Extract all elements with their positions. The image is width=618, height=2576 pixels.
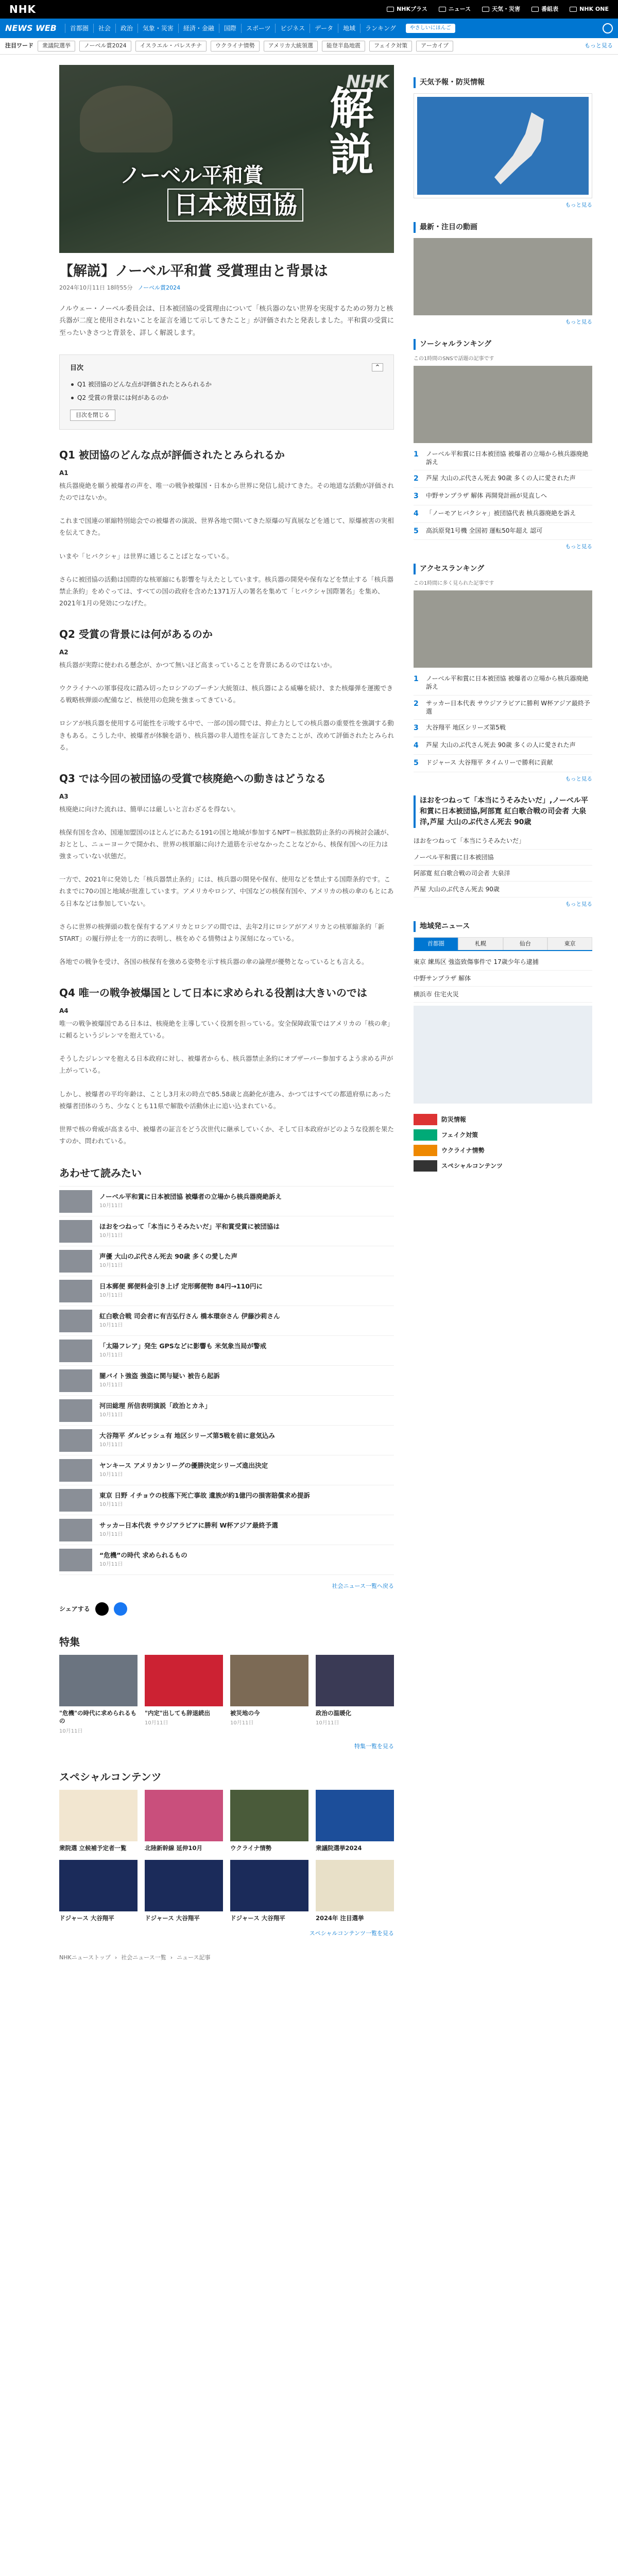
related-title: ノーベル平和賞に日本被団協 被爆者の立場から核兵器廃絶訴え	[99, 1192, 282, 1200]
account-icon	[570, 7, 577, 12]
rank-title: 中野サンプラザ 解体 再開発計画が見直しへ	[426, 492, 547, 499]
special-more-link[interactable]: 特集一覧を見る	[354, 1742, 394, 1750]
top-header	[0, 0, 618, 19]
toc-close-button[interactable]: 目次を閉じる	[70, 410, 115, 421]
related-list	[59, 1186, 394, 1575]
banner-link[interactable]	[414, 1129, 592, 1141]
question-heading: Q3 では今回の被団協の受賞で核廃絶への動きはどうなる	[59, 772, 326, 785]
related-date: 10月11日	[99, 1382, 123, 1388]
article-tag[interactable]: ノーベル賞2024	[138, 284, 181, 292]
related-more-link[interactable]: 社会ニュース一覧へ戻る	[332, 1583, 394, 1590]
nav-item[interactable]: スポーツ	[241, 24, 276, 33]
chevron-up-icon[interactable]: ^	[372, 363, 383, 371]
news-web-logo[interactable]: NEWS WEB	[5, 23, 57, 33]
related-date: 10月11日	[99, 1263, 123, 1269]
related-title: ヤンキース アメリカンリーグの優勝決定シリーズ進出決定	[99, 1461, 268, 1469]
related-heading: あわせて読みたい	[59, 1167, 142, 1180]
ranking-image[interactable]	[414, 366, 592, 443]
card-title: "危機"の時代に求められるもの	[59, 1709, 136, 1725]
content-card[interactable]	[145, 1860, 223, 1923]
banner-label: フェイク対策	[441, 1131, 478, 1139]
banner-icon	[414, 1114, 437, 1125]
body-paragraph: 核廃絶に向けた流れは、簡単には厳しいと言わざるを得ない。	[59, 805, 240, 813]
card-image	[145, 1655, 223, 1706]
nav-item[interactable]: 地域	[338, 24, 360, 33]
card-date: 10月11日	[145, 1720, 168, 1726]
related-item[interactable]	[59, 1515, 394, 1545]
trend-tag[interactable]: 衆議院選挙	[38, 41, 75, 52]
rank-title: 芦屋 大山のぶ代さん死去 90歳 多くの人に愛された声	[426, 741, 576, 749]
card-title: 被災地の今	[230, 1709, 260, 1717]
sidebar-heading: 最新・注目の動画	[414, 222, 592, 233]
rank-number: 3	[414, 492, 419, 500]
rank-title: 「ノーモアヒバクシャ」被団協代表 核兵器廃絶を訴え	[426, 509, 576, 517]
ranking-list	[414, 671, 592, 772]
trend-tag[interactable]: ノーベル賞2024	[79, 41, 131, 52]
banner-label: 防災情報	[441, 1115, 467, 1123]
ranking-item[interactable]	[414, 505, 592, 523]
card-title: 衆院選 立候補予定者一覧	[59, 1844, 127, 1852]
related-date: 10月11日	[99, 1472, 123, 1478]
latest-item[interactable]: ノーベル平和賞に日本被団協	[414, 850, 592, 866]
question-heading: Q4 唯一の戦争被爆国として日本に求められる役割は大きいのでは	[59, 987, 367, 999]
rank-number: 1	[414, 450, 419, 459]
latest-more-link[interactable]: もっと見る	[565, 901, 592, 908]
hero-caption-1: ノーベル平和賞	[120, 164, 264, 188]
nav-item[interactable]: ランキング	[360, 24, 401, 33]
content-card[interactable]	[230, 1790, 308, 1853]
related-thumbnail	[59, 1549, 92, 1571]
body-paragraph: これまで国連の軍縮特別総会での被爆者の演説、世界各地で開いてきた原爆の写真展などを通じて、原爆被害の実相を伝えてきた。	[59, 517, 394, 537]
related-title: “危機”の時代 求められるもの	[99, 1551, 187, 1559]
card-title: "内定"出しても辞退続出	[145, 1709, 210, 1717]
news-icon	[439, 7, 446, 12]
video-thumbnail[interactable]	[414, 238, 592, 315]
related-thumbnail	[59, 1459, 92, 1482]
card-image	[316, 1655, 394, 1706]
card-date: 10月11日	[59, 1728, 83, 1734]
card-image	[145, 1790, 223, 1841]
ranking-item[interactable]	[414, 755, 592, 772]
sidebar-banners	[414, 1114, 592, 1172]
body-paragraph: 唯一の戦争被爆国である日本は、核廃絶を主導していく役割を担っている。安全保障政策ではアメリカの「核の傘」に頼るというジレンマを抱えている。	[59, 1020, 394, 1040]
card-date: 10月11日	[230, 1720, 254, 1726]
body-paragraph: ロシアが核兵器を使用する可能性を示唆する中で、一部の国の間では、抑止力としての核兵器の重要性を強調する動きもある。こうした中、被爆者が体験を語り、核兵器の非人道性を証言してきたことが、改めて評価されたとみられる。	[59, 719, 394, 751]
card-title: 北陸新幹線 延伸10月	[145, 1844, 203, 1852]
body-paragraph: 世界で核の脅威が高まる中、被爆者の証言をどう次世代に継承していくか、そして日本政府がどのような役割を果たすのか、問われている。	[59, 1125, 394, 1145]
nav-item[interactable]: 社会	[93, 24, 115, 33]
sidebar	[414, 65, 592, 1977]
breadcrumb-item: ニュース記事	[177, 1954, 211, 1961]
easy-japanese-link[interactable]: やさしいにほんご	[406, 24, 455, 33]
latest-item[interactable]: 芦屋 大山のぶ代さん死去 90歳	[414, 882, 592, 897]
nav-item[interactable]: 政治	[115, 24, 138, 33]
toc-header	[70, 363, 383, 374]
related-thumbnail	[59, 1280, 92, 1302]
related-title: サッカー日本代表 サウジアラビアに勝利 W杯アジア最終予選	[99, 1521, 278, 1529]
related-date: 10月11日	[99, 1532, 123, 1538]
card-title: ドジャース 大谷翔平	[59, 1914, 114, 1922]
ranking-item[interactable]	[414, 720, 592, 737]
body-paragraph: 各地での戦争を受け、各国の核保有を強める姿勢を示す核兵器の傘の論理が優勢となっているとも言える。	[59, 957, 368, 965]
answer-label: A2	[59, 649, 68, 656]
latest-item[interactable]: ほおをつねって「本当にうそみたいだ」	[414, 833, 592, 849]
ranking-note: この1時間のSNSで話題の記事です	[414, 355, 494, 362]
trend-tag[interactable]: ウクライナ情勢	[211, 41, 260, 52]
ranking-item[interactable]	[414, 696, 592, 720]
related-item[interactable]	[59, 1336, 394, 1366]
question-heading: Q2 受賞の背景には何があるのか	[59, 628, 213, 641]
article-date: 2024年10月11日 18時55分	[59, 284, 133, 292]
tv-icon	[387, 7, 394, 12]
region-tab[interactable]: 札幌	[458, 937, 503, 951]
article-title: 【解説】ノーベル平和賞 受賞理由と背景は	[59, 263, 328, 279]
banner-icon	[414, 1129, 437, 1141]
top-links	[387, 5, 609, 14]
ranking-item[interactable]	[414, 446, 592, 470]
special-card[interactable]	[145, 1655, 223, 1735]
local-item[interactable]: 東京 練馬区 強盗致傷事件で 17歳少年ら逮捕	[414, 954, 592, 970]
article-lead: ノルウェー・ノーベル委員会は、日本被団協の受賞理由について「核兵器のない世界を実現するための努力と核兵器が二度と使用されないことを証言を通じて示してきたこと」が評価されたと発表しました。平和賞の受賞に至ったいきさつと背景を、詳しく解説します。	[59, 304, 394, 337]
ranking-list	[414, 446, 592, 540]
related-thumbnail	[59, 1190, 92, 1213]
related-item[interactable]	[59, 1246, 394, 1276]
hero-nhk-mark: NHK	[346, 72, 389, 92]
trending-label: 注目ワード	[5, 42, 33, 49]
card-title: 政治の温暖化	[316, 1709, 351, 1717]
related-date: 10月11日	[99, 1502, 123, 1508]
special-card[interactable]	[230, 1655, 308, 1735]
nav-item[interactable]: 国際	[219, 24, 241, 33]
body-paragraph: 核兵器廃絶を願う被爆者の声を、唯一の戦争被爆国・日本から世界に発信し続けてきた。その地道な活動が評価されたのではないか。	[59, 482, 394, 502]
related-thumbnail	[59, 1220, 92, 1243]
related-date: 10月11日	[99, 1203, 123, 1209]
trend-tag[interactable]: イスラエル・パレスチナ	[135, 41, 207, 52]
local-item[interactable]: 横浜市 住宅火災	[414, 987, 592, 1003]
video-more-link[interactable]: もっと見る	[565, 318, 592, 325]
top-link[interactable]: 天気・災害	[482, 5, 520, 14]
related-date: 10月11日	[99, 1293, 123, 1299]
related-item[interactable]	[59, 1455, 394, 1485]
rank-title: ノーベル平和賞に日本被団協 被爆者の立場から核兵器廃絶訴え	[426, 450, 589, 466]
body-paragraph: 一方で、2021年に発効した「核兵器禁止条約」には、核兵器の開発や保有、使用などを禁止する国際条約です。これまでに70の国と地域が批准しています。アメリカやロシア、中国などの核保有国や、アメリカの核の傘のもとにある日本などは参加していない。	[59, 875, 394, 907]
card-date: 10月11日	[316, 1720, 339, 1726]
content-card[interactable]	[145, 1790, 223, 1853]
weather-box[interactable]	[414, 93, 592, 198]
body-paragraph: いまや「ヒバクシャ」は世界に通じることばとなっている。	[59, 552, 233, 560]
rank-number: 5	[414, 527, 419, 535]
body-paragraph: さらに被団協の活動は国際的な核軍縮にも影響を与えたとしています。核兵器の開発や保有などを禁止する「核兵器禁止条約」をめぐっては、すべての国の政府を含めた1371万人の署名を集めて「ヒバクシャ国際署名」を集め、2021年1月の発効につなげた。	[59, 575, 394, 607]
related-title: 東京 日野 イチョウの枝落下死亡事故 遺族が約1億円の損害賠償求め提訴	[99, 1491, 310, 1499]
banner-icon	[414, 1145, 437, 1156]
related-item[interactable]	[59, 1396, 394, 1426]
share-label: シェアする	[59, 1605, 90, 1613]
related-item[interactable]	[59, 1187, 394, 1216]
nav-items	[65, 24, 401, 33]
card-image	[145, 1860, 223, 1911]
trending-words	[0, 38, 618, 55]
rank-title: 大谷翔平 地区シリーズ第5戦	[426, 723, 506, 731]
contents-grid	[59, 1790, 394, 1922]
banner-link[interactable]	[414, 1145, 592, 1156]
sidebar-heading: 地域発ニュース	[414, 921, 592, 932]
related-thumbnail	[59, 1310, 92, 1332]
special-card[interactable]	[316, 1655, 394, 1735]
answer-label: A1	[59, 469, 68, 477]
social-more-link[interactable]: もっと見る	[565, 544, 592, 550]
related-thumbnail	[59, 1399, 92, 1422]
region-tab[interactable]: 仙台	[503, 937, 548, 951]
access-ranking	[414, 580, 592, 772]
access-more-link[interactable]: もっと見る	[565, 775, 592, 782]
nav-item[interactable]: 気象・災害	[138, 24, 178, 33]
banner-link[interactable]	[414, 1160, 592, 1172]
related-item[interactable]	[59, 1216, 394, 1246]
body-paragraph: さらに世界の核弾頭の数を保有するアメリカとロシアの間では、去年2月にロシアがアメリカとの核軍縮条約「新START」の履行停止を一方的に表明し、核をめぐる情勢はより深刻になっている。	[59, 922, 385, 942]
sidebar-heading: ほおをつねって「本当にうそみたいだ」,ノーベル平和賞に日本被団協,阿部寛 紅白歌合戦の司会者 大泉洋,芦屋 大山のぶ代さん死去 90歳	[414, 795, 592, 828]
rank-number: 5	[414, 758, 419, 767]
video-box[interactable]	[414, 238, 592, 315]
region-tab[interactable]: 首都圏	[414, 937, 458, 951]
nav-item[interactable]: データ	[310, 24, 338, 33]
related-item[interactable]	[59, 1426, 394, 1455]
local-item[interactable]: 中野サンプラザ 解体	[414, 971, 592, 987]
card-image	[59, 1860, 138, 1911]
trend-tag[interactable]: フェイク対策	[369, 41, 412, 52]
related-date: 10月11日	[99, 1412, 123, 1418]
toc-title: 目次	[70, 364, 84, 372]
share-bar	[59, 1602, 394, 1616]
trend-tag[interactable]: 能登半島地震	[322, 41, 365, 52]
rank-title: 芦屋 大山のぶ代さん死去 90歳 多くの人に愛された声	[426, 474, 576, 482]
article-meta	[59, 284, 394, 293]
toc-item[interactable]: Q1 被団協のどんな点が評価されたとみられるか	[70, 378, 383, 391]
related-date: 10月11日	[99, 1352, 123, 1359]
related-thumbnail	[59, 1340, 92, 1362]
breadcrumb-item[interactable]: NHKニューストップ	[59, 1954, 111, 1961]
ranking-item[interactable]	[414, 488, 592, 505]
related-item[interactable]	[59, 1276, 394, 1306]
trend-tag[interactable]: アーカイブ	[416, 41, 453, 52]
latest-list	[414, 833, 592, 897]
top-link[interactable]: 番組表	[531, 5, 558, 14]
special-card[interactable]	[59, 1655, 138, 1735]
special-heading: 特集	[59, 1635, 80, 1648]
answer-label: A4	[59, 1007, 68, 1015]
rank-title: ドジャース 大谷翔平 タイムリーで勝利に貢献	[426, 758, 553, 766]
related-title: 大谷翔平 ダルビッシュ有 地区シリーズ第5戦を前に意気込み	[99, 1431, 276, 1439]
banner-label: ウクライナ情勢	[441, 1146, 485, 1154]
content-card[interactable]	[59, 1860, 138, 1923]
main-nav	[0, 19, 618, 38]
rank-number: 1	[414, 675, 419, 684]
weather-map[interactable]	[417, 97, 589, 195]
banner-label: スペシャルコンテンツ	[441, 1162, 503, 1170]
related-date: 10月11日	[99, 1562, 123, 1568]
related-thumbnail	[59, 1369, 92, 1392]
rank-number: 4	[414, 741, 419, 750]
card-image	[59, 1790, 138, 1841]
card-image	[59, 1655, 138, 1706]
card-image	[316, 1860, 394, 1911]
content-wrap	[0, 55, 618, 1977]
toc-list	[70, 378, 383, 404]
weather-icon	[482, 7, 489, 12]
rank-number: 2	[414, 474, 419, 483]
related-title: 「太陽フレア」発生 GPSなどに影響も 米気象当局が警戒	[99, 1342, 267, 1350]
ranking-item[interactable]	[414, 671, 592, 695]
answer-label: A3	[59, 792, 68, 800]
breadcrumb: NHKニューストップ › 社会ニュース一覧 › ニュース記事	[59, 1954, 394, 1962]
local-list	[414, 954, 592, 1003]
table-of-contents	[59, 354, 394, 430]
sidebar-heading: 天気予報・防災情報	[414, 77, 592, 88]
top-link[interactable]: NHK ONE	[570, 5, 609, 14]
contents-more-link[interactable]: スペシャルコンテンツ一覧を見る	[309, 1930, 394, 1937]
related-title: 日本郵便 郵便料金引き上げ 定形郵便物 84円→110円に	[99, 1282, 263, 1290]
banner-icon	[414, 1160, 437, 1172]
content-card[interactable]	[316, 1790, 394, 1853]
ranking-image[interactable]	[414, 590, 592, 668]
related-item[interactable]	[59, 1306, 394, 1336]
breadcrumb-item[interactable]: 社会ニュース一覧	[121, 1954, 166, 1961]
related-title: ほおをつねって「本当にうそみたいだ」平和賞受賞に被団協は	[99, 1222, 280, 1230]
related-item[interactable]	[59, 1366, 394, 1396]
article-main	[59, 65, 394, 1977]
sidebar-heading: ソーシャルランキング	[414, 339, 592, 350]
card-image	[230, 1790, 308, 1841]
trend-more-link[interactable]: もっと見る	[585, 42, 613, 49]
rank-title: ノーベル平和賞に日本被団協 被爆者の立場から核兵器廃絶訴え	[426, 675, 589, 691]
special-grid	[59, 1655, 394, 1735]
search-icon[interactable]	[603, 23, 613, 33]
social-ranking	[414, 355, 592, 540]
card-image	[230, 1655, 308, 1706]
body-paragraph: 核兵器が実際に使われる懸念が、かつて無いほど高まっていることを背景にあるのではないか。	[59, 661, 336, 669]
toc-item[interactable]: Q2 受賞の背景には何があるのか	[70, 391, 383, 404]
ranking-item[interactable]	[414, 737, 592, 755]
related-title: 紅白歌合戦 司会者に有吉弘行さん 橋本環奈さん 伊藤沙莉さん	[99, 1312, 280, 1320]
hero-caption-2: 日本被団協	[167, 189, 303, 222]
card-title: 衆議院選挙2024	[316, 1844, 362, 1852]
nav-item[interactable]: 経済・金融	[178, 24, 219, 33]
hero-image	[59, 65, 394, 253]
region-map[interactable]	[414, 1006, 592, 1104]
ranking-item[interactable]	[414, 470, 592, 488]
content-card[interactable]	[59, 1790, 138, 1853]
related-thumbnail	[59, 1250, 92, 1273]
hero-kaisetsu-text: 解説	[330, 83, 374, 181]
body-paragraph: 核保有国を含め、国連加盟国のほとんどにあたる191の国と地域が参加するNPT＝核拡散防止条約の再検討会議が、おととし、ニューヨークで開かれ、世界の核軍縮に向けた道筋を示せなかったことなどから、核保有国への圧力は強まっていない状態だ。	[59, 828, 393, 860]
x-icon[interactable]	[95, 1602, 109, 1616]
related-date: 10月11日	[99, 1442, 123, 1448]
card-image	[316, 1790, 394, 1841]
ranking-item[interactable]	[414, 523, 592, 540]
card-title: ドジャース 大谷翔平	[145, 1914, 200, 1922]
top-link[interactable]: ニュース	[439, 5, 471, 14]
related-title: 闇バイト強盗 強盗に関与疑い 被告ら起訴	[99, 1371, 220, 1380]
hero-people-image	[80, 86, 173, 152]
body-paragraph: ウクライナへの軍事侵攻に踏み切ったロシアのプーチン大統領は、核兵器による威嚇を続け、また核爆弾を運搬できる戦略核弾頭の配備など、核使用の危険を強まってきている。	[59, 684, 393, 704]
body-paragraph: そうしたジレンマを抱える日本政府に対し、被爆者からも、核兵器禁止条約にオブザーバー参加するよう求める声が上がっている。	[59, 1055, 393, 1075]
question-heading: Q1 被団協のどんな点が評価されたとみられるか	[59, 449, 285, 462]
related-item[interactable]	[59, 1485, 394, 1515]
facebook-icon[interactable]	[114, 1602, 127, 1616]
banner-link[interactable]	[414, 1114, 592, 1125]
region-tab[interactable]: 東京	[547, 937, 592, 951]
nav-item[interactable]: ビジネス	[275, 24, 310, 33]
weather-more-link[interactable]: もっと見る	[565, 202, 592, 208]
related-date: 10月11日	[99, 1323, 123, 1329]
nhk-logo[interactable]: NHK	[9, 3, 36, 15]
body-paragraph: しかし、被爆者の平均年齢は、ことし3月末の時点で85.58歳と高齢化が進み、かつてはすべての都道府県にあった被爆者団体のうち、少なくとも11県で解散や活動休止に追い込まれている。	[59, 1090, 391, 1110]
card-title: ドジャース 大谷翔平	[230, 1914, 285, 1922]
related-date: 10月11日	[99, 1233, 123, 1239]
latest-item[interactable]: 阿部寛 紅白歌合戦の司会者 大泉洋	[414, 866, 592, 882]
card-image	[230, 1860, 308, 1911]
contents-heading: スペシャルコンテンツ	[59, 1771, 162, 1784]
related-title: 声優 大山のぶ代さん死去 90歳 多くの愛した声	[99, 1252, 237, 1260]
trend-tag[interactable]: アメリカ大統領選	[264, 41, 318, 52]
card-title: ウクライナ情勢	[230, 1844, 272, 1852]
related-thumbnail	[59, 1489, 92, 1512]
content-card[interactable]	[230, 1860, 308, 1923]
rank-number: 2	[414, 699, 419, 708]
related-thumbnail	[59, 1519, 92, 1541]
rank-title: サッカー日本代表 サウジアラビアに勝利 W杯アジア最終予選	[426, 699, 590, 715]
ranking-note: この1時間に多く見られた記事です	[414, 581, 494, 587]
content-card[interactable]	[316, 1860, 394, 1923]
nav-item[interactable]: 首都圏	[65, 24, 93, 33]
related-item[interactable]	[59, 1545, 394, 1575]
schedule-icon	[531, 7, 539, 12]
region-tabs	[414, 937, 592, 952]
related-title: 河田総理 所信表明演説「政治とカネ」	[99, 1401, 211, 1410]
sidebar-heading: アクセスランキング	[414, 564, 592, 574]
rank-title: 高浜原発1号機 全国初 運転50年超え 認可	[426, 527, 543, 534]
rank-number: 4	[414, 509, 419, 518]
rank-number: 3	[414, 723, 419, 732]
card-title: 2024年 注目選挙	[316, 1914, 364, 1922]
top-link[interactable]: NHKプラス	[387, 5, 427, 14]
related-thumbnail	[59, 1429, 92, 1452]
